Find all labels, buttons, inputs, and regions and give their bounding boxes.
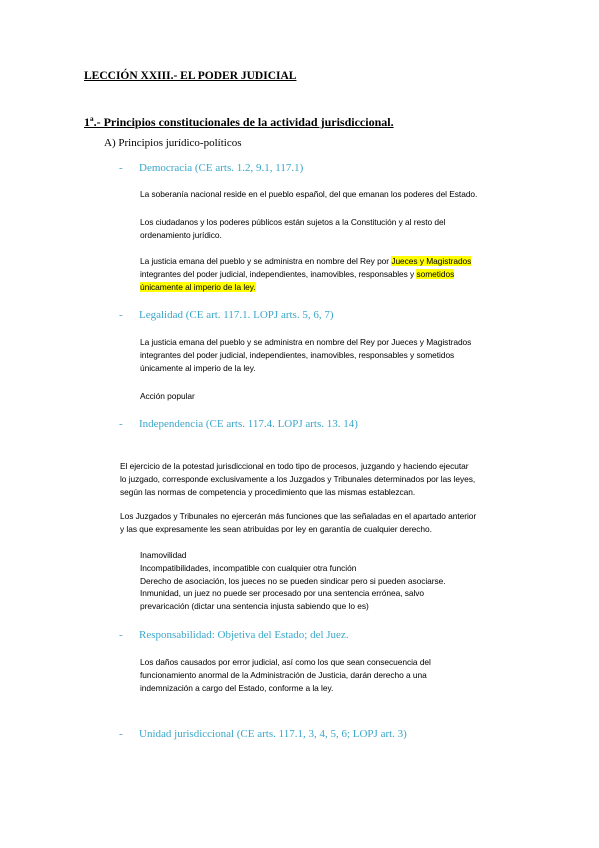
text-line: Inmunidad, un juez no puede ser procesado por una sentencia errónea, salvo — [140, 588, 425, 599]
paragraph — [140, 549, 446, 613]
text-line: y las que expresamente les sean atribuidas por ley en garantía de cualquier derecho. — [120, 523, 432, 534]
bullet-democracia — [119, 162, 303, 174]
paragraph — [120, 510, 476, 536]
text-line: La justicia emana del pueblo y se administra en nombre del Rey por Jueces y Magistrados — [140, 337, 472, 347]
paragraph — [140, 255, 471, 293]
highlighted-text: únicamente al imperio de la ley. — [140, 281, 256, 292]
text-span: La justicia emana del pueblo y se administra en nombre del Rey por — [140, 256, 392, 266]
paragraph — [140, 656, 431, 694]
text-line: Derecho de asociación, los jueces no se pueden sindicar pero si pueden asociarse. — [140, 575, 446, 586]
bullet-dash: - — [119, 418, 123, 430]
text-line: según las normas de competencia y procedimiento que las mismas establezcan. — [120, 486, 416, 497]
bullet-label: Independencia (CE arts. 117.4. LOPJ arts. 13. 14) — [139, 418, 358, 430]
bullet-label: Legalidad (CE art. 117.1. LOPJ arts. 5, 6, 7) — [139, 309, 334, 321]
text-line: Incompatibilidades, incompatible con cualquier otra función — [140, 562, 357, 573]
text-line — [140, 255, 471, 268]
paragraph: La soberanía nacional reside en el pueblo español, del que emanan los poderes del Estado. — [140, 189, 478, 199]
bullet-legalidad — [119, 309, 334, 321]
section-title: 1ª.- Principios constitucionales de la actividad jurisdiccional. — [84, 115, 394, 129]
highlighted-text: Jueces y Magistrados — [391, 256, 472, 266]
text-line: Los ciudadanos y los poderes públicos están sujetos a la Constitución y al resto del — [140, 217, 446, 227]
bullet-unidad — [119, 728, 407, 740]
bullet-label: Responsabilidad: Objetiva del Estado; del Juez. — [139, 629, 349, 641]
text-line: indemnización a cargo del Estado, conforme a la ley. — [140, 682, 334, 693]
paragraph: Acción popular — [140, 391, 195, 401]
bullet-dash: - — [119, 728, 123, 740]
text-span: integrantes del poder judicial, independientes, inamovibles, responsables y — [140, 268, 417, 279]
text-line: El ejercicio de la potestad jurisdiccional en todo tipo de procesos, juzgando y haciendo ejecutar — [120, 461, 469, 471]
text-line: Los Juzgados y Tribunales no ejercerán más funciones que las señaladas en el apartado anterior — [120, 511, 477, 521]
text-line: funcionamiento anormal de la Administración de Justicia, darán derecho a una — [140, 669, 427, 680]
text-line: únicamente al imperio de la ley. — [140, 362, 256, 373]
text-line — [140, 281, 471, 294]
bullet-label: Democracia (CE arts. 1.2, 9.1, 117.1) — [139, 162, 304, 174]
bullet-responsabilidad — [119, 629, 349, 641]
text-line — [140, 268, 471, 281]
highlighted-text: sometidos — [416, 268, 455, 279]
text-line: lo juzgado, corresponde exclusivamente a los Juzgados y Tribunales determinados por las leyes, — [120, 473, 476, 484]
text-line: prevaricación (dictar una sentencia injusta sabiendo que lo es) — [140, 601, 369, 612]
paragraph — [140, 336, 471, 374]
text-line: Inamovilidad — [140, 550, 187, 560]
text-line: ordenamiento jurídico. — [140, 229, 222, 240]
bullet-independencia — [119, 418, 358, 430]
paragraph — [140, 216, 445, 242]
text-line: Los daños causados por error judicial, así como los que sean consecuencia del — [140, 657, 431, 667]
paragraph — [120, 460, 475, 498]
bullet-label: Unidad jurisdiccional (CE arts. 117.1, 3, 4, 5, 6; LOPJ art. 3) — [139, 728, 407, 740]
bullet-dash: - — [119, 162, 123, 174]
lesson-title: LECCIÓN XXIII.- EL PODER JUDICIAL — [84, 70, 297, 82]
bullet-dash: - — [119, 309, 123, 321]
bullet-dash: - — [119, 629, 123, 641]
text-line: integrantes del poder judicial, independientes, inamovibles, responsables y sometidos — [140, 349, 455, 360]
subheading: A) Principios jurídico-políticos — [104, 137, 242, 149]
